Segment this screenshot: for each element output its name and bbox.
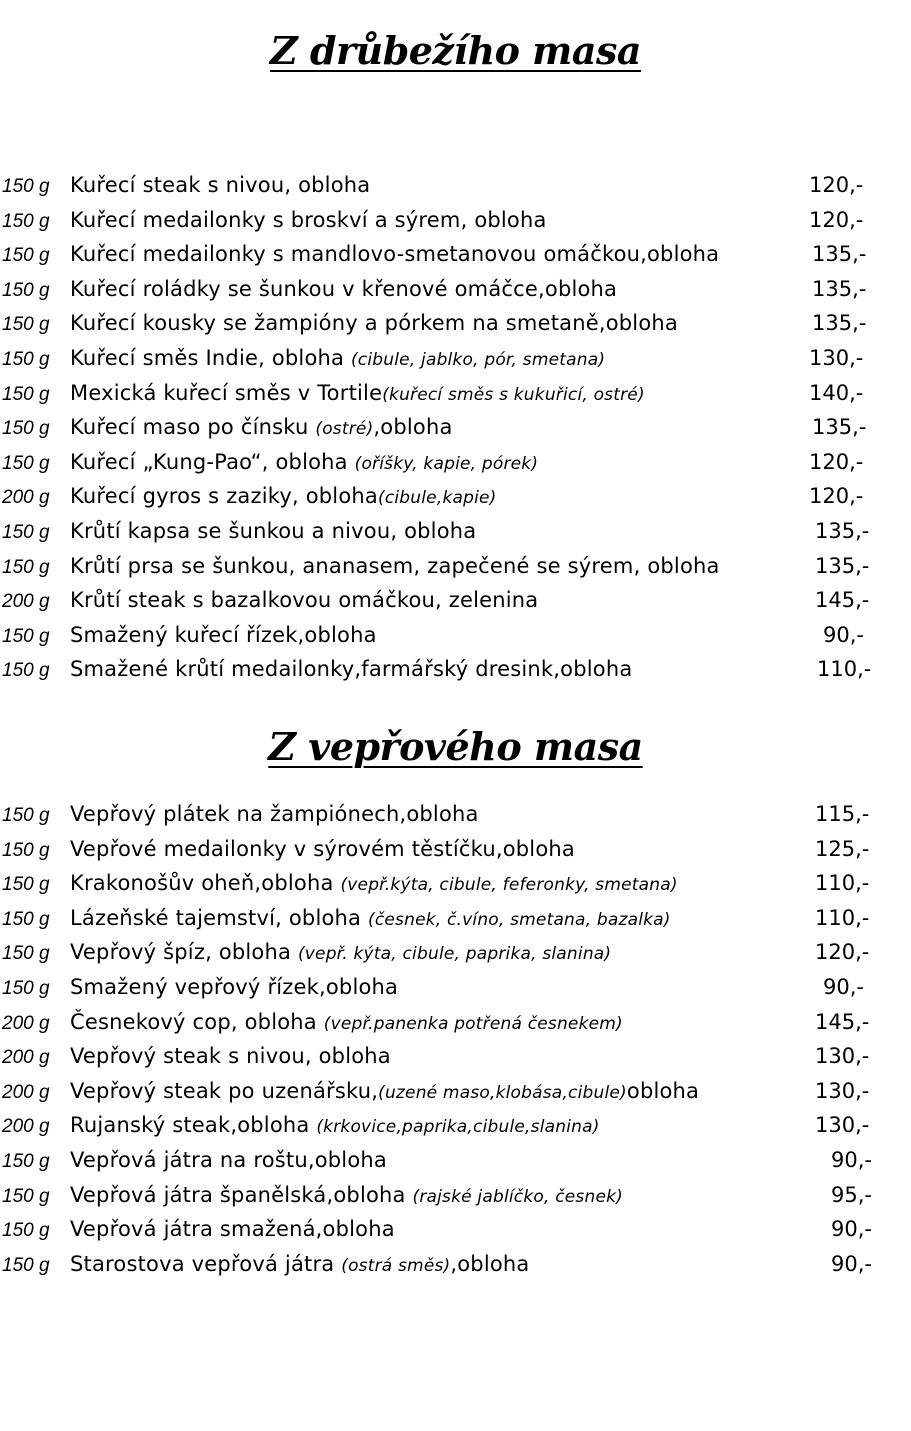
menu-item bbox=[0, 1215, 911, 1250]
menu-item bbox=[0, 206, 911, 241]
menu-item bbox=[0, 482, 911, 517]
menu-item bbox=[0, 517, 911, 552]
item-note: (uzené maso,klobása,cibule) bbox=[378, 1082, 627, 1103]
item-name: Kuřecí směs Indie, obloha bbox=[70, 345, 351, 370]
menu-item bbox=[0, 1146, 911, 1181]
item-name: Smažené krůtí medailonky,farmářský dresink,obloha bbox=[70, 657, 633, 682]
item-name: Vepřové medailonky v sýrovém těstíčku,obloha bbox=[70, 836, 575, 861]
item-description bbox=[70, 519, 476, 543]
item-name: Rujanský steak,obloha bbox=[70, 1113, 317, 1138]
item-description bbox=[70, 484, 497, 508]
item-name: Česnekový cop, obloha bbox=[70, 1009, 324, 1034]
item-weight: 150 g bbox=[2, 556, 50, 578]
item-price: 130,- bbox=[815, 1113, 870, 1138]
menu-item bbox=[0, 552, 911, 587]
item-description bbox=[70, 208, 547, 232]
item-description bbox=[70, 346, 605, 370]
item-weight: 150 g bbox=[2, 977, 50, 999]
item-name: Kuřecí maso po čínsku bbox=[70, 415, 316, 440]
menu-item bbox=[0, 621, 911, 656]
menu-item bbox=[0, 1250, 911, 1285]
item-weight: 150 g bbox=[2, 452, 50, 474]
item-name: Krůtí kapsa se šunkou a nivou, obloha bbox=[70, 518, 477, 543]
item-weight: 150 g bbox=[2, 418, 50, 440]
menu-item bbox=[0, 655, 911, 690]
menu-item bbox=[0, 448, 911, 483]
menu-item bbox=[0, 309, 911, 344]
menu-item bbox=[0, 1077, 911, 1112]
item-price: 135,- bbox=[812, 276, 867, 301]
item-weight: 150 g bbox=[2, 908, 50, 930]
item-description bbox=[70, 277, 617, 301]
item-name: Kuřecí „Kung-Pao“, obloha bbox=[70, 449, 355, 474]
item-description bbox=[70, 415, 453, 439]
item-name: Vepřový steak s nivou, obloha bbox=[70, 1044, 391, 1069]
item-price: 120,- bbox=[809, 207, 864, 232]
item-note: (vepř.kýta, cibule, feferonky, smetana) bbox=[340, 875, 678, 896]
item-price: 110,- bbox=[815, 905, 870, 930]
item-description bbox=[70, 1044, 391, 1068]
item-weight: 150 g bbox=[2, 1254, 50, 1276]
menu-item bbox=[0, 1111, 911, 1146]
item-note: (ostrá směs) bbox=[341, 1255, 451, 1276]
item-weight: 150 g bbox=[2, 348, 50, 370]
item-name: Kuřecí steak s nivou, obloha bbox=[70, 173, 371, 197]
item-note: (ostré) bbox=[315, 419, 374, 440]
menu-item bbox=[0, 1042, 911, 1077]
menu-item bbox=[0, 973, 911, 1008]
item-description bbox=[70, 623, 377, 647]
item-weight: 150 g bbox=[2, 839, 50, 861]
item-name-tail: ,obloha bbox=[373, 415, 453, 440]
item-price: 130,- bbox=[809, 345, 864, 370]
menu-item bbox=[0, 869, 911, 904]
item-weight: 150 g bbox=[2, 660, 50, 682]
menu-item bbox=[0, 904, 911, 939]
item-note: (česnek, č.víno, smetana, bazalka) bbox=[368, 909, 671, 930]
item-description bbox=[70, 381, 645, 405]
item-weight: 150 g bbox=[2, 279, 50, 301]
item-price: 90,- bbox=[823, 974, 864, 999]
menu-item bbox=[0, 835, 911, 870]
item-description bbox=[70, 1010, 623, 1034]
item-name: Vepřová játra smažená,obloha bbox=[70, 1217, 395, 1242]
item-weight: 200 g bbox=[2, 1047, 50, 1069]
item-price: 130,- bbox=[815, 1078, 870, 1103]
item-description bbox=[70, 940, 611, 964]
item-description bbox=[70, 173, 370, 197]
item-description bbox=[70, 1079, 699, 1103]
item-weight: 200 g bbox=[2, 591, 50, 613]
item-name: Smažený vepřový řízek,obloha bbox=[70, 974, 399, 999]
item-price: 120,- bbox=[809, 484, 864, 509]
item-weight: 150 g bbox=[2, 874, 50, 896]
item-note: (krkovice,paprika,cibule,slanina) bbox=[316, 1117, 600, 1138]
item-price: 130,- bbox=[815, 1044, 870, 1069]
menu-item bbox=[0, 938, 911, 973]
menu-item bbox=[0, 1181, 911, 1216]
item-price: 135,- bbox=[815, 553, 870, 578]
item-name: Kuřecí gyros s zaziky, obloha bbox=[70, 484, 378, 509]
item-description bbox=[70, 1183, 623, 1207]
menu-item bbox=[0, 240, 911, 275]
item-name: Krůtí prsa se šunkou, ananasem, zapečené se sýrem, obloha bbox=[70, 553, 720, 578]
item-price: 135,- bbox=[815, 518, 870, 543]
item-price: 140,- bbox=[809, 380, 864, 405]
menu-item bbox=[0, 379, 911, 414]
item-description bbox=[70, 554, 720, 578]
item-note: (vepř. kýta, cibule, paprika, slanina) bbox=[297, 944, 612, 965]
item-description bbox=[70, 837, 575, 861]
item-price: 120,- bbox=[809, 173, 864, 197]
menu-item bbox=[0, 171, 911, 206]
item-price: 135,- bbox=[812, 415, 867, 440]
menu-item bbox=[0, 275, 911, 310]
item-note: (cibule, jablko, pór, smetana) bbox=[350, 349, 606, 370]
item-name: Lázeňské tajemství, obloha bbox=[70, 905, 368, 930]
item-name: Vepřová játra na roštu,obloha bbox=[70, 1147, 387, 1172]
section-title-poultry: Z drůbežího masa bbox=[270, 28, 641, 73]
item-price: 90,- bbox=[823, 622, 864, 647]
item-weight: 150 g bbox=[2, 176, 50, 197]
item-weight: 150 g bbox=[2, 1220, 50, 1242]
item-description bbox=[70, 802, 479, 826]
item-weight: 150 g bbox=[2, 210, 50, 232]
item-description bbox=[70, 871, 678, 895]
item-price: 145,- bbox=[815, 588, 870, 613]
item-name: Starostova vepřová játra bbox=[70, 1251, 342, 1276]
item-name: Smažený kuřecí řízek,obloha bbox=[70, 622, 377, 647]
item-weight: 150 g bbox=[2, 245, 50, 267]
item-name-tail: ,obloha bbox=[450, 1251, 530, 1276]
item-price: 120,- bbox=[815, 940, 870, 965]
item-weight: 150 g bbox=[2, 943, 50, 965]
item-price: 120,- bbox=[809, 449, 864, 474]
item-price: 135,- bbox=[812, 311, 867, 336]
item-name: Kuřecí medailonky s broskví a sýrem, obloha bbox=[70, 207, 547, 232]
item-name: Kuřecí kousky se žampióny a pórkem na smetaně,obloha bbox=[70, 311, 678, 336]
menu-item bbox=[0, 1008, 911, 1043]
item-name: Mexická kuřecí směs v Tortile bbox=[70, 380, 383, 405]
item-price: 115,- bbox=[815, 802, 870, 826]
item-description bbox=[70, 657, 632, 681]
item-name-tail: obloha bbox=[626, 1078, 700, 1103]
item-note: (vepř.panenka potřená česnekem) bbox=[323, 1013, 623, 1034]
item-description bbox=[70, 588, 538, 612]
menu-item bbox=[0, 344, 911, 379]
item-weight: 200 g bbox=[2, 1081, 50, 1103]
menu-item bbox=[0, 800, 911, 835]
menu-item bbox=[0, 586, 911, 621]
item-description bbox=[70, 450, 538, 474]
section-title-pork: Z vepřového masa bbox=[268, 724, 643, 769]
item-note: (cibule,kapie) bbox=[377, 488, 497, 509]
item-price: 110,- bbox=[817, 657, 872, 682]
item-description bbox=[70, 906, 671, 930]
item-note: (kuřecí směs s kukuřicí, ostré) bbox=[382, 384, 645, 405]
item-price: 90,- bbox=[831, 1147, 872, 1172]
item-description bbox=[70, 1217, 395, 1241]
item-name: Vepřová játra španělská,obloha bbox=[70, 1182, 413, 1207]
item-price: 90,- bbox=[831, 1217, 872, 1242]
item-name: Kuřecí medailonky s mandlovo-smetanovou omáčkou,obloha bbox=[70, 242, 720, 267]
item-weight: 150 g bbox=[2, 521, 50, 543]
item-name: Vepřový plátek na žampiónech,obloha bbox=[70, 802, 479, 826]
item-name: Vepřový steak po uzenářsku, bbox=[70, 1078, 379, 1103]
item-weight: 150 g bbox=[2, 1185, 50, 1207]
item-name: Krůtí steak s bazalkovou omáčkou, zelenina bbox=[70, 588, 539, 613]
item-name: Krakonošův oheň,obloha bbox=[70, 871, 341, 896]
item-weight: 150 g bbox=[2, 314, 50, 336]
item-price: 135,- bbox=[812, 242, 867, 267]
item-price: 125,- bbox=[815, 836, 870, 861]
item-price: 145,- bbox=[815, 1009, 870, 1034]
item-description bbox=[70, 1113, 600, 1137]
item-weight: 150 g bbox=[2, 1150, 50, 1172]
item-price: 90,- bbox=[831, 1251, 872, 1276]
item-weight: 150 g bbox=[2, 625, 50, 647]
item-price: 95,- bbox=[831, 1182, 872, 1207]
item-weight: 150 g bbox=[2, 805, 50, 826]
item-weight: 200 g bbox=[2, 1012, 50, 1034]
item-name: Vepřový špíz, obloha bbox=[70, 940, 298, 965]
poultry-menu-list bbox=[0, 171, 911, 690]
item-price: 110,- bbox=[815, 871, 870, 896]
item-name: Kuřecí roládky se šunkou v křenové omáčce,obloha bbox=[70, 276, 618, 301]
item-note: (rajské jablíčko, česnek) bbox=[412, 1186, 623, 1207]
item-description bbox=[70, 311, 678, 335]
item-description bbox=[70, 1148, 387, 1172]
item-weight: 200 g bbox=[2, 1116, 50, 1138]
pork-menu-list bbox=[0, 800, 911, 1284]
item-description bbox=[70, 975, 398, 999]
menu-item bbox=[0, 413, 911, 448]
item-weight: 150 g bbox=[2, 383, 50, 405]
item-description bbox=[70, 1252, 530, 1276]
item-note: (oříšky, kapie, pórek) bbox=[354, 453, 539, 474]
item-description bbox=[70, 242, 719, 266]
item-weight: 200 g bbox=[2, 487, 50, 509]
